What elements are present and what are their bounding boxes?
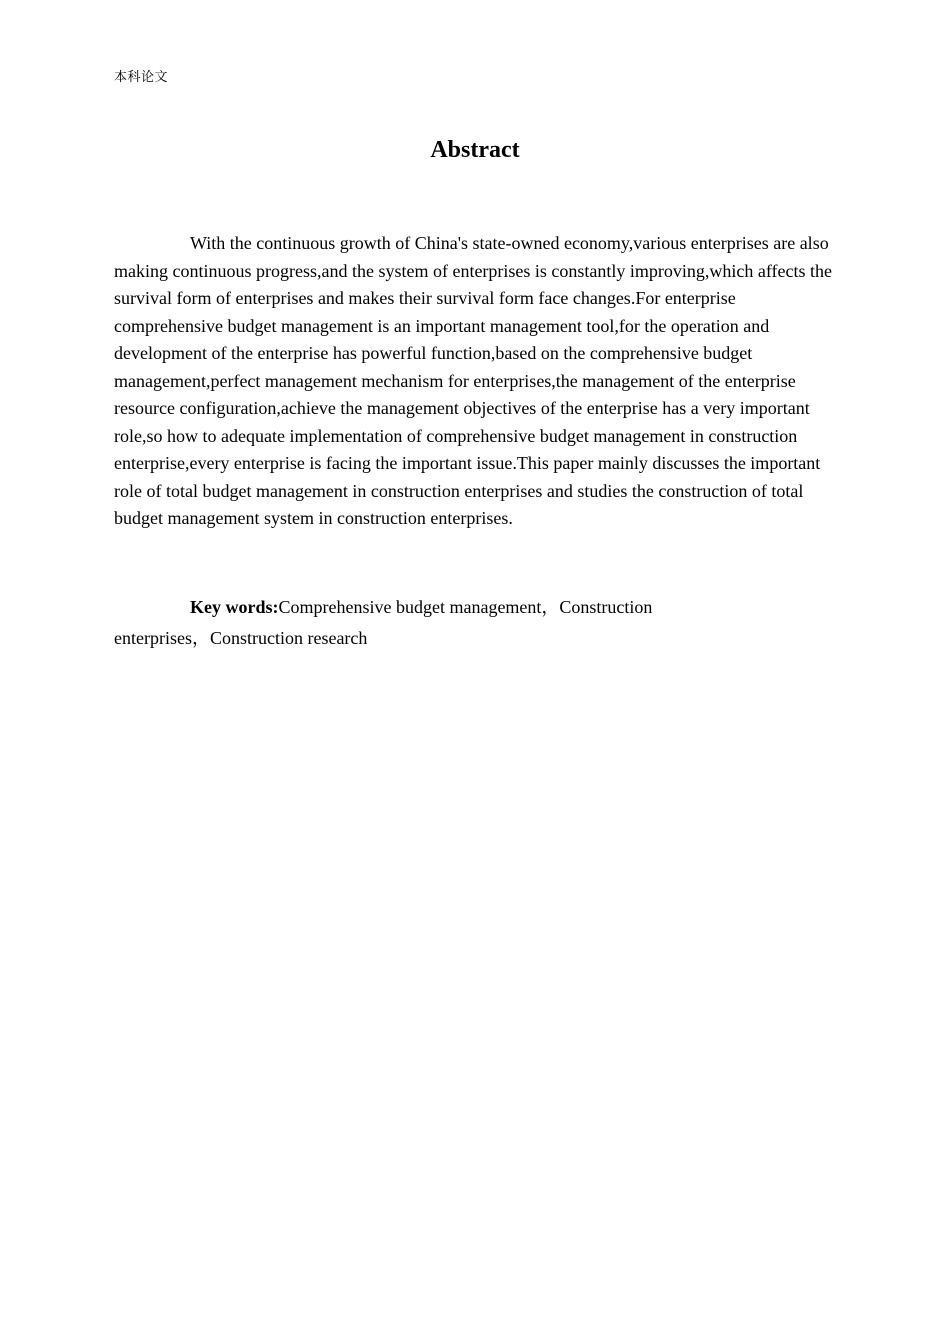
abstract-title: Abstract [430, 137, 520, 163]
keywords-paragraph [114, 592, 714, 654]
abstract-paragraph: With the continuous growth of China's state-owned economy,various enterprises are also making continuous progress,and the system of enterprises is constantly improving,which affects the survival form of enterprises and makes their survival form face changes.For enterprise comprehensive budget management is an important management tool,for the operation and development of the enterprise has powerful function,based on the comprehensive budget management,perfect management mechanism for enterprises,the management of the enterprise resource configuration,achieve the management objectives of the enterprise has a very important role,so how to adequate implementation of comprehensive budget management in construction enterprise,every enterprise is facing the important issue.This paper mainly discusses the important role of total budget management in construction enterprises and studies the construction of total budget management system in construction enterprises. [114, 233, 833, 528]
keywords-text: Comprehensive budget management，Construction enterprises，Construction research [114, 597, 653, 648]
keywords-label: Key words: [190, 597, 279, 617]
page-header-label: 本科论文 [114, 70, 169, 85]
